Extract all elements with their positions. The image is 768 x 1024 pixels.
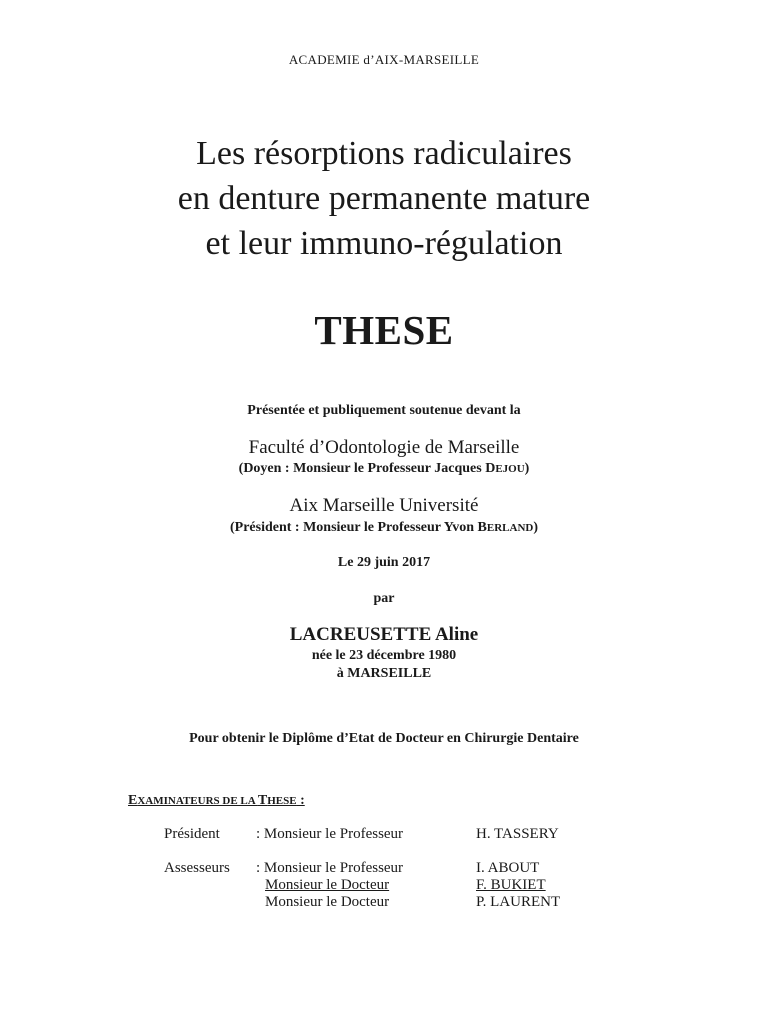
- diploma-statement: Pour obtenir le Diplôme d’Etat de Docteur en Chirurgie Dentaire: [189, 731, 579, 746]
- defense-date: Le 29 juin 2017: [337, 555, 431, 570]
- par-text: par: [373, 591, 395, 606]
- title-line-2: en denture permanente mature: [177, 180, 591, 217]
- examiners-heading-t: T: [257, 793, 268, 808]
- presentation-text: Présentée et publiquement soutenue devant la: [247, 403, 521, 418]
- examiners-heading-colon: :: [296, 793, 305, 808]
- jury-president-role: Président: [164, 826, 220, 842]
- title-line-1: Les résorptions radiculaires: [196, 135, 572, 172]
- dean-suffix: ): [524, 461, 530, 476]
- jury-president-title: : Monsieur le Professeur: [256, 826, 404, 842]
- president-suffix: ): [533, 520, 539, 535]
- jury-assesseur-title: Monsieur le Docteur: [265, 894, 390, 910]
- author-birth-city: à MARSEILLE: [336, 666, 432, 681]
- author-birth-date: née le 23 décembre 1980: [311, 648, 457, 663]
- president-prefix: (Président : Monsieur le Professeur Yvon B: [229, 520, 487, 535]
- jury-assesseur-name: F. BUKIET: [476, 877, 546, 893]
- jury-assesseur-title: Monsieur le Docteur: [265, 877, 390, 893]
- these-heading: THESE: [314, 307, 454, 353]
- jury-assesseur-name: I. ABOUT: [476, 860, 540, 876]
- jury-assesseur-title: : Monsieur le Professeur: [256, 860, 404, 876]
- jury-assesseurs-role: Assesseurs: [164, 860, 230, 876]
- examiners-heading-e: E: [128, 793, 138, 808]
- examiners-heading-sc: XAMINATEURS DE LA: [137, 795, 258, 807]
- president-smallcaps: ERLAND: [486, 522, 534, 534]
- faculty-name: Faculté d’Odontologie de Marseille: [248, 437, 520, 458]
- jury-president-name: H. TASSERY: [476, 826, 559, 842]
- dean-smallcaps: EJOU: [495, 463, 525, 475]
- university-name: Aix Marseille Université: [289, 495, 479, 516]
- title-line-3: et leur immuno-régulation: [205, 225, 563, 262]
- dean-prefix: (Doyen : Monsieur le Professeur Jacques D: [238, 461, 496, 476]
- jury-assesseur-name: P. LAURENT: [476, 894, 561, 910]
- examiners-heading-hese: HESE: [267, 795, 297, 807]
- author-name: LACREUSETTE Aline: [289, 624, 479, 645]
- academy-header: ACADEMIE d’AIX-MARSEILLE: [288, 52, 480, 67]
